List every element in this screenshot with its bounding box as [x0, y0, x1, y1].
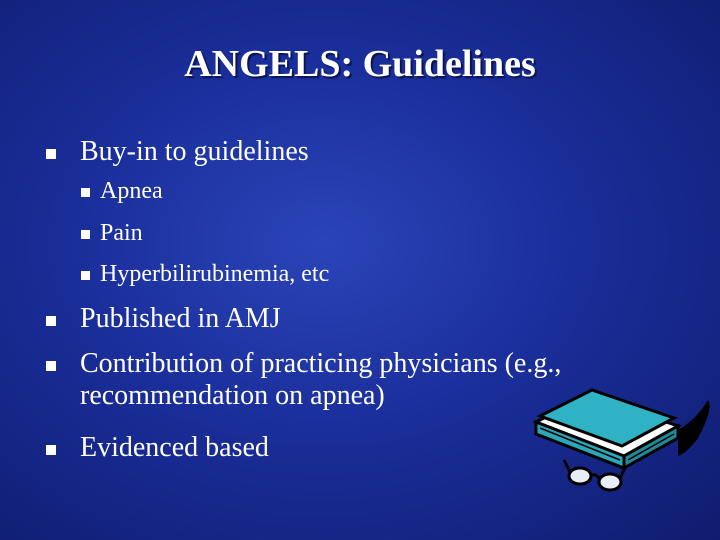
bullet-text-line-1: Contribution of practicing physicians (e.g.,: [80, 348, 562, 379]
bullet-text: Buy-in to guidelines: [80, 136, 309, 167]
bullet-contribution: [46, 348, 561, 412]
bullet-square-icon: [46, 316, 56, 326]
bullet-square-icon: [81, 230, 90, 239]
sub-bullet-text: Hyperbilirubinemia, etc: [100, 261, 330, 287]
bullet-square-icon: [81, 271, 90, 280]
bullet-evidenced: [46, 432, 269, 464]
sub-bullet-hyperbilirubinemia: [81, 260, 329, 288]
bullet-text: Published in AMJ: [80, 303, 281, 334]
bullet-square-icon: [46, 445, 56, 455]
bullet-text-line-2: recommendation on apnea): [80, 380, 385, 411]
bullet-square-icon: [46, 361, 56, 371]
sub-bullet-pain: [81, 219, 143, 247]
bullet-buy-in: [46, 136, 309, 168]
sub-bullet-text: Apnea: [100, 178, 163, 204]
bullet-text: Evidenced based: [80, 432, 269, 463]
bullet-published: [46, 303, 281, 335]
sub-bullet-apnea: [81, 177, 163, 205]
bullet-square-icon: [46, 149, 56, 159]
bullet-square-icon: [81, 188, 90, 197]
sub-bullet-text: Pain: [100, 220, 143, 246]
slide-title: ANGELS: Guidelines: [184, 43, 536, 85]
book-with-glasses-icon: [528, 360, 718, 500]
bullet-text-block: [80, 348, 561, 412]
